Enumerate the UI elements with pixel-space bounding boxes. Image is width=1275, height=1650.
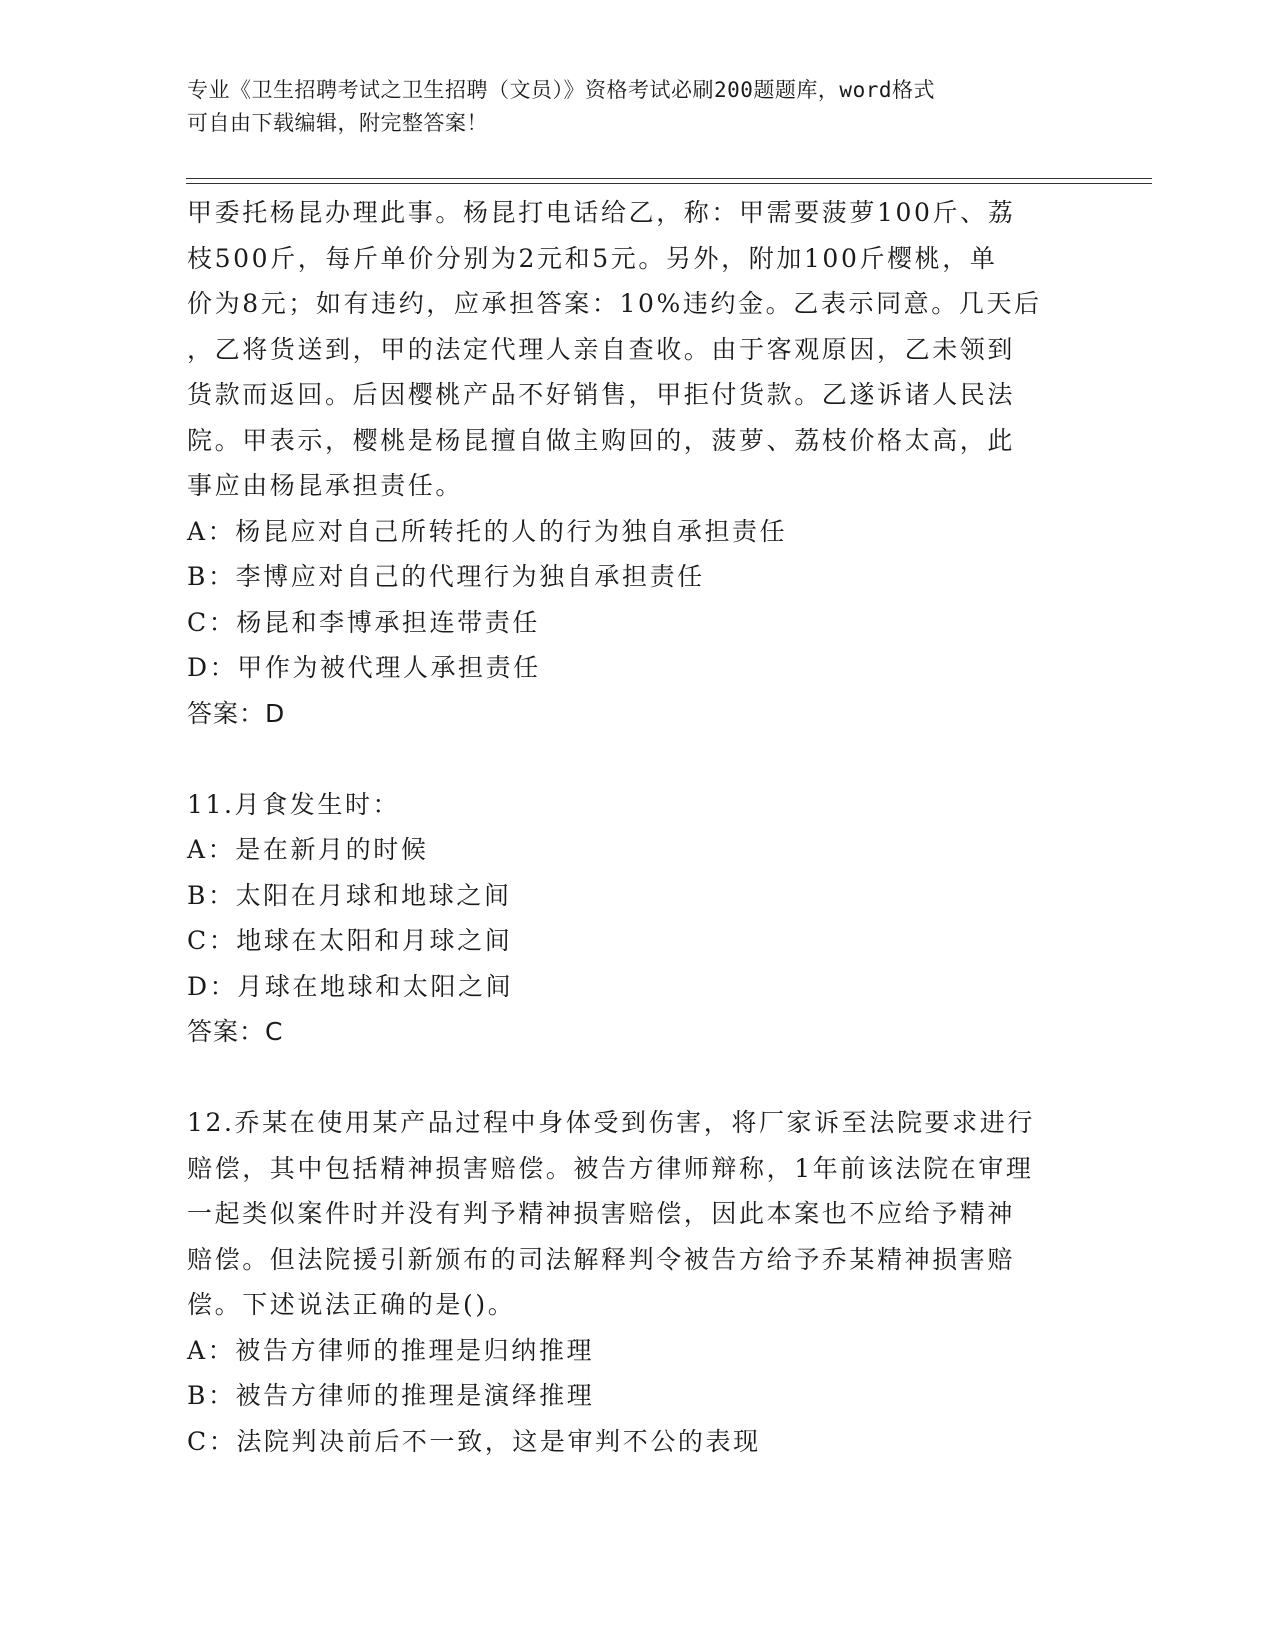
question-stem-line: 12.乔某在使用某产品过程中身体受到伤害，将厂家诉至法院要求进行 — [187, 1108, 1035, 1137]
question-stem-line: 事应由杨昆承担责任。 — [187, 471, 464, 500]
option-c: C：法院判决前后不一致，这是审判不公的表现 — [187, 1426, 761, 1456]
option-b: B：李博应对自己的代理行为独自承担责任 — [187, 562, 705, 591]
question-10 — [187, 190, 1087, 736]
question-stem-line: 院。甲表示，樱桃是杨昆擅自做主购回的，菠萝、荔枝价格太高，此 — [187, 425, 1016, 455]
question-stem-line: 一起类似案件时并没有判予精神损害赔偿，因此本案也不应给予精神 — [187, 1199, 1016, 1228]
question-stem-line: 赔偿，其中包括精神损害赔偿。被告方律师辩称，1年前该法院在审理 — [187, 1153, 1034, 1183]
option-c: C：地球在太阳和月球之间 — [187, 926, 513, 955]
answer: 答案：C — [187, 1017, 284, 1046]
question-stem-line: 赔偿。但法院援引新颁布的司法解释判令被告方给予乔某精神损害赔 — [187, 1244, 1016, 1274]
option-a: A：是在新月的时候 — [187, 835, 429, 864]
document-header — [187, 74, 1067, 140]
question-stem-line: 枝500斤，每斤单价分别为2元和5元。另外，附加100斤樱桃，单 — [187, 243, 998, 273]
header-line-2: 可自由下载编辑，附完整答案！ — [187, 111, 488, 135]
option-a: A：杨昆应对自己所转托的人的行为独自承担责任 — [187, 516, 788, 546]
question-12 — [187, 1100, 1087, 1464]
option-b: B：被告方律师的推理是演绎推理 — [187, 1381, 595, 1410]
spacer — [187, 1055, 1087, 1101]
question-stem-line: 甲委托杨昆办理此事。杨昆打电话给乙，称：甲需要菠萝100斤、荔 — [187, 198, 1016, 227]
document-body — [187, 190, 1087, 1464]
question-11 — [187, 782, 1087, 1055]
answer: 答案：D — [187, 698, 286, 728]
option-d: D：甲作为被代理人承担责任 — [187, 653, 541, 682]
option-c: C：杨昆和李博承担连带责任 — [187, 607, 540, 637]
header-rule-top — [186, 178, 1152, 179]
header-line-1: 专业《卫生招聘考试之卫生招聘（文员）》资格考试必刷200题题库，word格式 — [187, 78, 935, 102]
question-stem-line: 11.月食发生时： — [187, 789, 401, 819]
option-b: B：太阳在月球和地球之间 — [187, 880, 512, 910]
question-stem-line: 偿。下述说法正确的是()。 — [187, 1290, 516, 1319]
question-stem-line: 货款而返回。后因樱桃产品不好销售，甲拒付货款。乙遂诉诸人民法 — [187, 380, 1016, 409]
option-a: A：被告方律师的推理是归纳推理 — [187, 1335, 595, 1365]
question-stem-line: ，乙将货送到，甲的法定代理人亲自查收。由于客观原因，乙未领到 — [187, 334, 1016, 364]
header-rule-bottom — [186, 183, 1152, 184]
question-stem-line: 价为8元；如有违约，应承担答案：10%违约金。乙表示同意。几天后 — [187, 289, 1042, 318]
spacer — [187, 736, 1087, 782]
option-d: D：月球在地球和太阳之间 — [187, 971, 514, 1001]
